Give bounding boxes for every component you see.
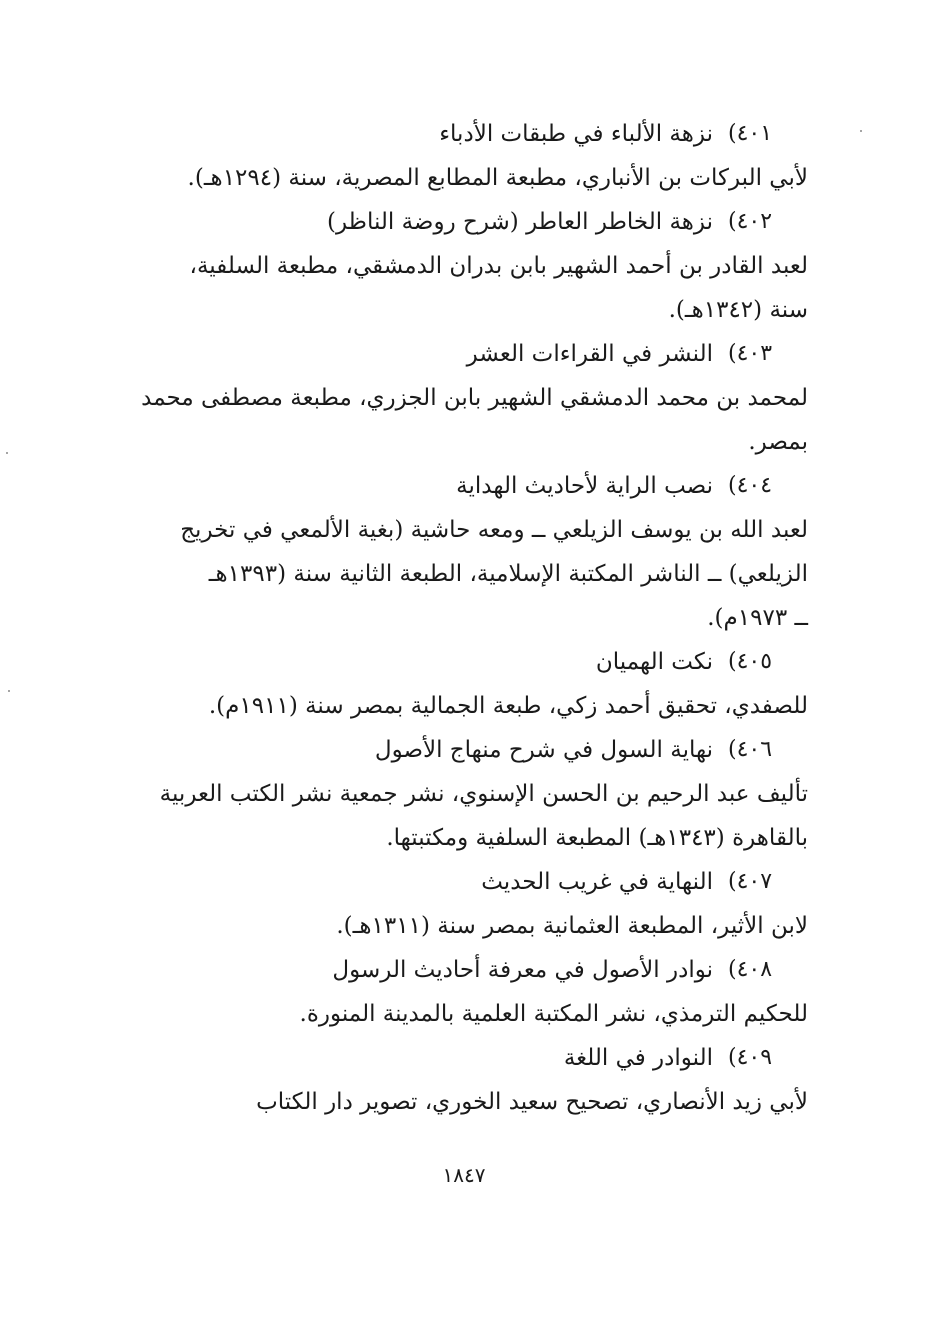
entry-title: نهاية السول في شرح منهاج الأصول [374, 737, 713, 763]
entry-title-row [130, 640, 808, 684]
entry-title-row [130, 860, 808, 904]
entry-405 [130, 640, 808, 728]
scan-speck [860, 130, 862, 132]
scan-speck [6, 452, 8, 454]
entry-number: ٤٠٤) [728, 473, 773, 498]
page-number: ١٨٤٧ [442, 1163, 486, 1187]
entry-description-line: للصفدي، تحقيق أحمد زكي، طبعة الجمالية بمصر سنة (١٩١١م). [208, 693, 808, 719]
entry-description-line: لمحمد بن محمد الدمشقي الشهير بابن الجزري، مطبعة مصطفى محمد [141, 385, 808, 411]
entry-title-row [130, 332, 808, 376]
entry-description-line: لعبد الله بن يوسف الزيلعي ــ ومعه حاشية (بغية الألمعي في تخريج [180, 517, 808, 543]
entry-number: ٤٠١) [728, 121, 773, 146]
entry-title: نكت الهميان [595, 649, 713, 675]
entry-description-line: لعبد القادر بن أحمد الشهير بابن بدران الدمشقي، مطبعة السلفية، [189, 253, 808, 279]
entry-402 [130, 200, 808, 332]
entry-title-row [130, 464, 808, 508]
entry-number: ٤٠٧) [728, 869, 773, 894]
entry-description-line: بالقاهرة (١٣٤٣هـ) المطبعة السلفية ومكتبتها. [386, 825, 808, 851]
scan-speck [8, 690, 10, 692]
entry-407 [130, 860, 808, 948]
entry-title-row [130, 1036, 808, 1080]
entry-title-row [130, 200, 808, 244]
entry-408 [130, 948, 808, 1036]
entry-number: ٤٠٣) [728, 341, 773, 366]
bibliography-list [130, 112, 808, 1124]
entry-404 [130, 464, 808, 640]
entry-title: نصب الراية لأحاديث الهداية [456, 473, 713, 499]
entry-title: النوادر في اللغة [563, 1045, 713, 1071]
entry-description-line: بمصر. [748, 429, 808, 455]
entry-description-line: لأبي زيد الأنصاري، تصحيح سعيد الخوري، تصوير دار الكتاب [256, 1089, 808, 1115]
entry-title-row [130, 948, 808, 992]
entry-title-row [130, 728, 808, 772]
entry-description-line: لابن الأثير، المطبعة العثمانية بمصر سنة (١٣١١هـ). [336, 913, 808, 939]
entry-401 [130, 112, 808, 200]
entry-description-line: الزيلعي) ــ الناشر المكتبة الإسلامية، الطبعة الثانية سنة (١٣٩٣هـ [208, 561, 808, 587]
entry-title: نوادر الأصول في معرفة أحاديث الرسول [332, 957, 713, 983]
entry-title: نزهة الخاطر العاطر (شرح روضة الناظر) [326, 209, 713, 235]
entry-406 [130, 728, 808, 860]
entry-409 [130, 1036, 808, 1124]
entry-description-line: تأليف عبد الرحيم بن الحسن الإسنوي، نشر جمعية نشر الكتب العربية [159, 781, 808, 807]
entry-number: ٤٠٨) [728, 957, 773, 982]
entry-description-line: لأبي البركات بن الأنباري، مطبعة المطابع المصرية، سنة (١٢٩٤هـ). [187, 165, 808, 191]
entry-description-line: للحكيم الترمذي، نشر المكتبة العلمية بالمدينة المنورة. [299, 1001, 808, 1027]
entry-title: النهاية في غريب الحديث [481, 869, 713, 895]
entry-title-row [130, 112, 808, 156]
entry-number: ٤٠٩) [728, 1045, 773, 1070]
entry-number: ٤٠٢) [728, 209, 773, 234]
entry-description-line: سنة (١٣٤٢هـ). [668, 297, 808, 323]
entry-number: ٤٠٦) [728, 737, 773, 762]
entry-description-line: ــ ١٩٧٣م). [707, 605, 808, 631]
entry-title: النشر في القراءات العشر [466, 341, 713, 367]
entry-403 [130, 332, 808, 464]
entry-title: نزهة الألباء في طبقات الأدباء [439, 121, 713, 147]
entry-number: ٤٠٥) [728, 649, 773, 674]
